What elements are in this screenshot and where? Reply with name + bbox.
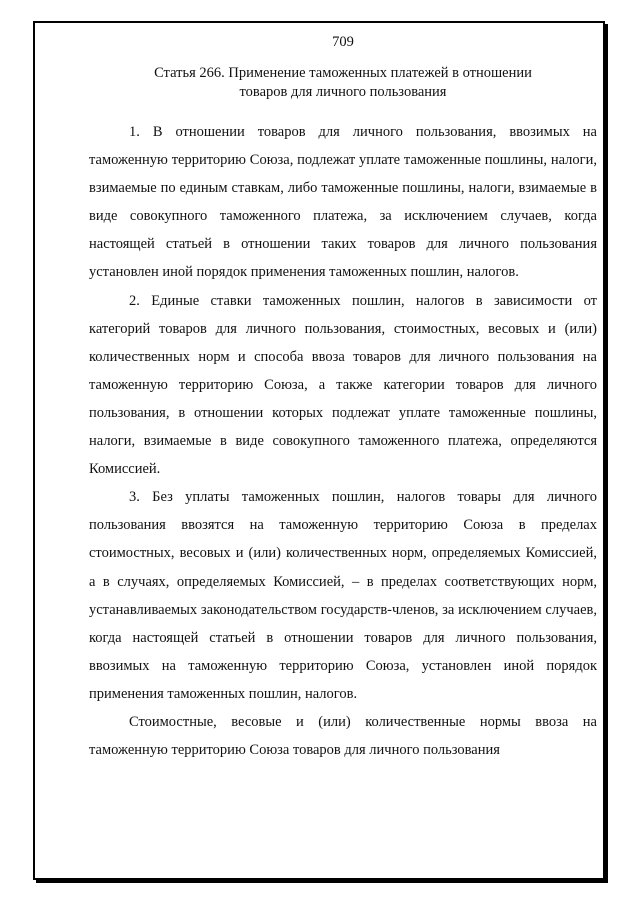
paragraph-4: Стоимостные, весовые и (или) количественные нормы ввоза на таможенную территорию Союза товаров для личного пользования <box>89 713 597 759</box>
article-title-line-1: Статья 266. Применение таможенных платежей в отношении <box>154 65 532 81</box>
paragraph-1: 1. В отношении товаров для личного пользования, ввозимых на таможенную территорию Союза, подлежат уплате таможенные пошлины, налоги, взимаемые по единым ставкам, либо таможенные пошлины, налоги, взимаемые в виде совокупного таможенного платежа, за исключением случаев, когда настоящей статьей в отношении таких товаров для личного пользования установлен иной порядок применения таможенных пошлин, налогов. <box>89 124 597 281</box>
paragraph-2: 2. Единые ставки таможенных пошлин, налогов в зависимости от категорий товаров для личного пользования, стоимостных, весовых и (или) количественных норм и способа ввоза товаров для личного пользования на таможенную территорию Союза, а также категории товаров для личного пользования, в отношении которых подлежат уплате таможенные пошлины, налоги, взимаемые в виде совокупного таможенного платежа, определяются Комиссией. <box>89 292 597 478</box>
page-number: 709 <box>332 34 354 50</box>
document-page <box>89 33 597 764</box>
article-title-line-2: товаров для личного пользования <box>239 83 447 100</box>
article-title <box>89 64 597 101</box>
paragraph-3: 3. Без уплаты таможенных пошлин, налогов товары для личного пользования ввозятся на таможенную территорию Союза в пределах стоимостных, весовых и (или) количественных норм, определяемых Комиссией, а в случаях, определяемых Комиссией, – в пределах соответствующих норм, устанавливаемых законодательством государств-членов, за исключением случаев, когда настоящей статьей в отношении товаров для личного пользования, ввозимых на таможенную территорию Союза, установлен иной порядок применения таможенных пошлин, налогов. <box>89 489 597 702</box>
